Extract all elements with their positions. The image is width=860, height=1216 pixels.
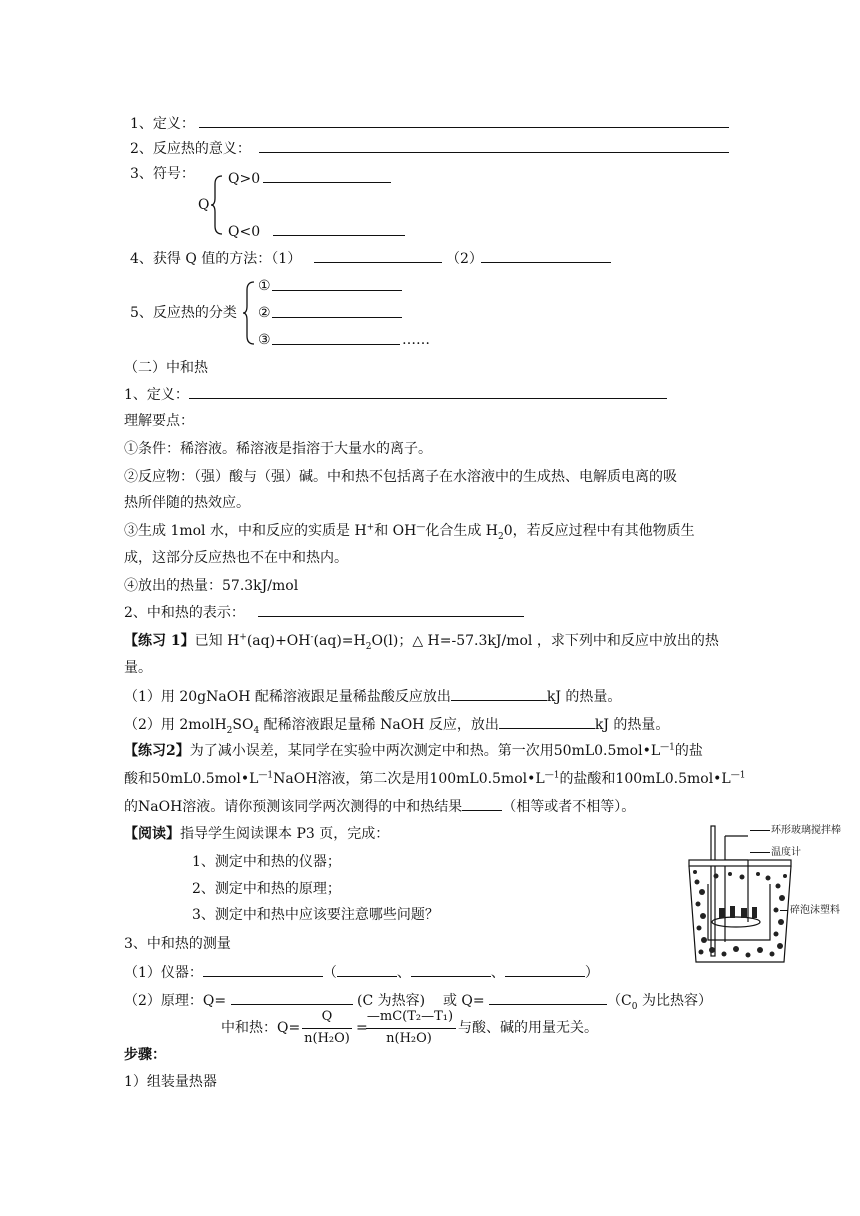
steps-title: 步骤： — [124, 1047, 166, 1063]
reading-item-3: 3、测定中和热中应该要注意哪些问题？ — [192, 907, 439, 923]
foam-pointer — [780, 910, 788, 911]
label-foam: 碎泡沫塑料 — [790, 905, 840, 916]
class-2: ② — [258, 305, 271, 321]
nh-representation-line: 2、中和热的表示： — [124, 605, 245, 621]
meaning-blank — [259, 152, 729, 153]
formula-tail: 与酸、碱的用量无关。 — [458, 1020, 598, 1036]
exercise-2-line1: 【练习2】为了减小误差，某同学在实验中两次测定中和热。第一次用$50mL0.5mol•L^{—1}$的盐 — [124, 742, 703, 759]
q-negative-blank — [273, 235, 405, 236]
nh-formula-label: 中和热：Q= — [221, 1020, 301, 1036]
classify-line: 5、反应热的分类 — [130, 305, 237, 321]
exercise-1-line1: 【练习 1】已知 $H^+(aq)+OH^-(aq)=H_2O(l)$；△ H=-57.3kJ/mol ，求下列中和反应中放出的热 — [124, 632, 719, 652]
inner-beaker — [708, 884, 770, 940]
meaning-line: 2、反应热的意义： — [130, 141, 251, 157]
class-1: ① — [258, 278, 271, 294]
q-positive-blank — [263, 182, 391, 183]
section-2-heading: （二）中和热 — [124, 360, 208, 376]
point-3b: 成，这部分反应热也不在中和热内。 — [124, 550, 348, 566]
q-negative: Q<0 — [228, 224, 261, 240]
class-more: …… — [402, 332, 430, 348]
thermo-pointer — [750, 852, 770, 853]
methods-line: 4、获得 Q 值的方法：（1） — [130, 251, 302, 267]
q-letter: Q — [198, 197, 210, 213]
class-brace — [242, 280, 256, 346]
formula-equals: = — [356, 1020, 368, 1036]
symbol-line: 3、符号： — [130, 166, 195, 182]
formula-den-1: n(H₂O) — [304, 1031, 350, 1046]
q-brace — [210, 174, 224, 236]
reading-item-2: 2、测定中和热的原理； — [192, 881, 341, 897]
nh-definition-blank — [189, 398, 667, 399]
point-2b: 热所伴随的热效应。 — [124, 495, 250, 511]
calorimeter-figure — [686, 822, 852, 970]
point-4: ④放出的热量：57.3kJ/mol — [124, 578, 299, 594]
point-1: ①条件：稀溶液。稀溶液是指溶于大量水的离子。 — [124, 441, 432, 457]
measurement-title: 3、中和热的测量 — [124, 936, 231, 952]
thermometer — [711, 826, 715, 956]
stirrer-pointer — [750, 830, 770, 831]
class-1-blank — [272, 290, 402, 291]
definition-line: 1、定义： — [130, 116, 195, 132]
point-3a: ③生成 1mol 水，中和反应的实质是 H+和 OH—化合生成 $H_20$，若反应过程中有其他物质生 — [124, 522, 695, 542]
q-positive: Q>0 — [228, 171, 261, 187]
nh-definition-line: 1、定义： — [124, 387, 189, 403]
exercise-2-line3: 的NaOH溶液。请你预测该同学两次测得的中和热结果 （相等或者不相等）。 — [124, 799, 636, 815]
class-2-blank — [272, 317, 402, 318]
nh-representation-blank — [258, 616, 524, 617]
method-1-blank — [314, 262, 442, 263]
point-2a: ②反应物：（强）酸与（强）碱。中和热不包括离子在水溶液中的生成热、电解质电离的吸 — [124, 469, 677, 485]
methods-2: （2） — [446, 251, 483, 267]
exercise-1-q2: （2）用 $2molH_2SO_4$ 配稀溶液跟足量稀 NaOH 反应，放出 kJ 的热量。 — [124, 717, 670, 736]
method-2-blank — [481, 262, 611, 263]
reading-item-1: 1、测定中和热的仪器； — [192, 854, 341, 870]
formula-num-2: —mC(T₂—T₁) — [366, 1009, 454, 1024]
label-thermometer: 温度计 — [771, 847, 801, 858]
principle-line: （2）原理：Q= (C 为热容) 或 $Q= (C_0$ 为比热容） — [124, 993, 712, 1012]
formula-bar-2 — [366, 1028, 456, 1029]
label-stirrer: 环形玻璃搅拌棒 — [771, 825, 841, 836]
exercise-2-line2: 酸和$50mL0.5mol•L^{—1}NaOH$溶液，第二次是用$100mL0.5mol•L^{—1}$的盐酸和$100mL0.5mol•L^{—1}$ — [124, 770, 746, 787]
points-title: 理解要点： — [124, 413, 194, 429]
step-1: 1）组装量热器 — [124, 1074, 217, 1090]
exercise-1-q1: （1）用 20gNaOH 配稀溶液跟足量稀盐酸反应放出 kJ 的热量。 — [124, 689, 622, 705]
instrument-line: （1）仪器： （ 、 、 ） — [124, 965, 599, 981]
formula-bar-1 — [302, 1028, 352, 1029]
definition-blank — [199, 127, 729, 128]
formula-den-2: n(H₂O) — [386, 1031, 432, 1046]
reading-line: 【阅读】指导学生阅读课本 P3 页，完成： — [124, 826, 390, 842]
formula-num-1: Q — [321, 1009, 333, 1024]
exercise-1-line2: 量。 — [124, 660, 152, 676]
class-3-blank — [272, 344, 400, 345]
class-3: ③ — [258, 332, 271, 348]
